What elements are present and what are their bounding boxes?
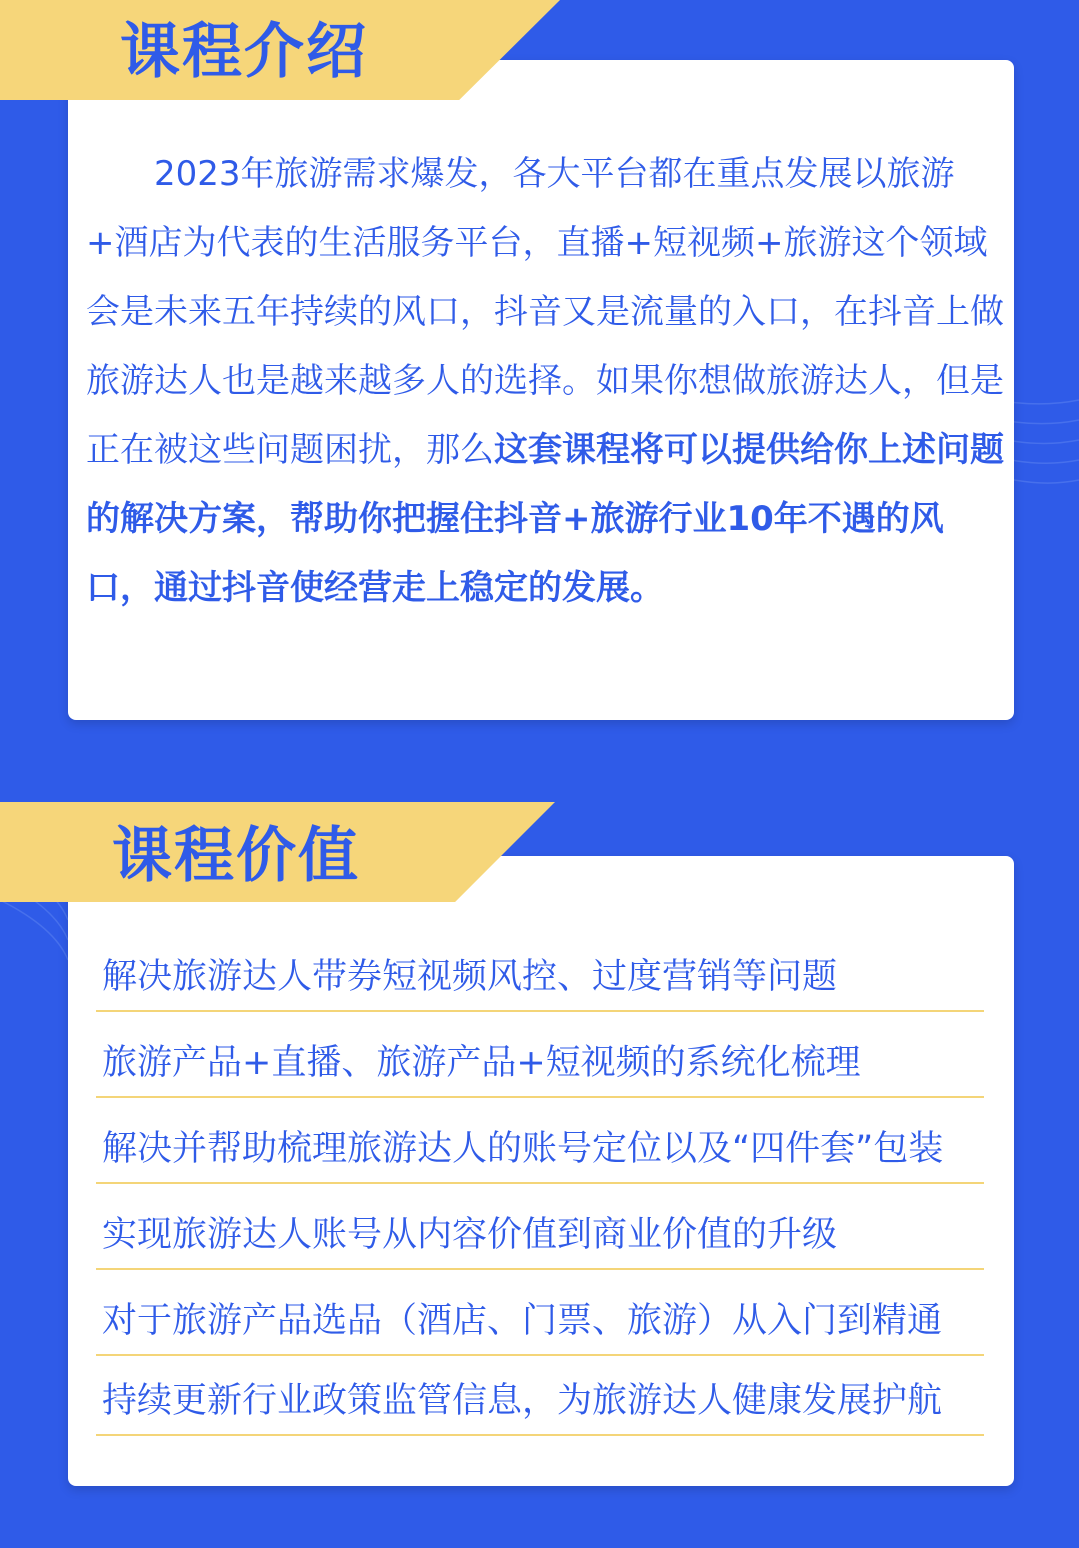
intro-card [68, 60, 1014, 720]
value-item: 解决旅游达人带券短视频风控、过度营销等问题 [96, 944, 984, 1012]
value-item: 实现旅游达人账号从内容价值到商业价值的升级 [96, 1202, 984, 1270]
value-card [68, 856, 1014, 1486]
intro-section-title: 课程介绍 [120, 17, 368, 87]
intro-text-emphasis: 这套课程将可以提供给你上述问题的解决方案，帮助你把握住抖音+旅游行业10年不遇的风口，通过抖音使经营走上稳定的发展。 [86, 430, 1004, 608]
intro-paragraph [86, 140, 1010, 623]
value-section-title: 课程价值 [112, 821, 360, 891]
value-item: 解决并帮助梳理旅游达人的账号定位以及“四件套”包装 [96, 1116, 984, 1184]
intro-text-normal: 2023年旅游需求爆发，各大平台都在重点发展以旅游+酒店为代表的生活服务平台，直播+短视频+旅游这个领域会是未来五年持续的风口，抖音又是流量的入口，在抖音上做旅游达人也是越来越多人的选择。如果你想做旅游达人，但是正在被这些问题困扰，那么 [86, 154, 1004, 470]
value-item: 对于旅游产品选品（酒店、门票、旅游）从入门到精通 [96, 1288, 984, 1356]
value-item: 旅游产品+直播、旅游产品+短视频的系统化梳理 [96, 1030, 984, 1098]
value-item: 持续更新行业政策监管信息，为旅游达人健康发展护航 [96, 1368, 984, 1436]
